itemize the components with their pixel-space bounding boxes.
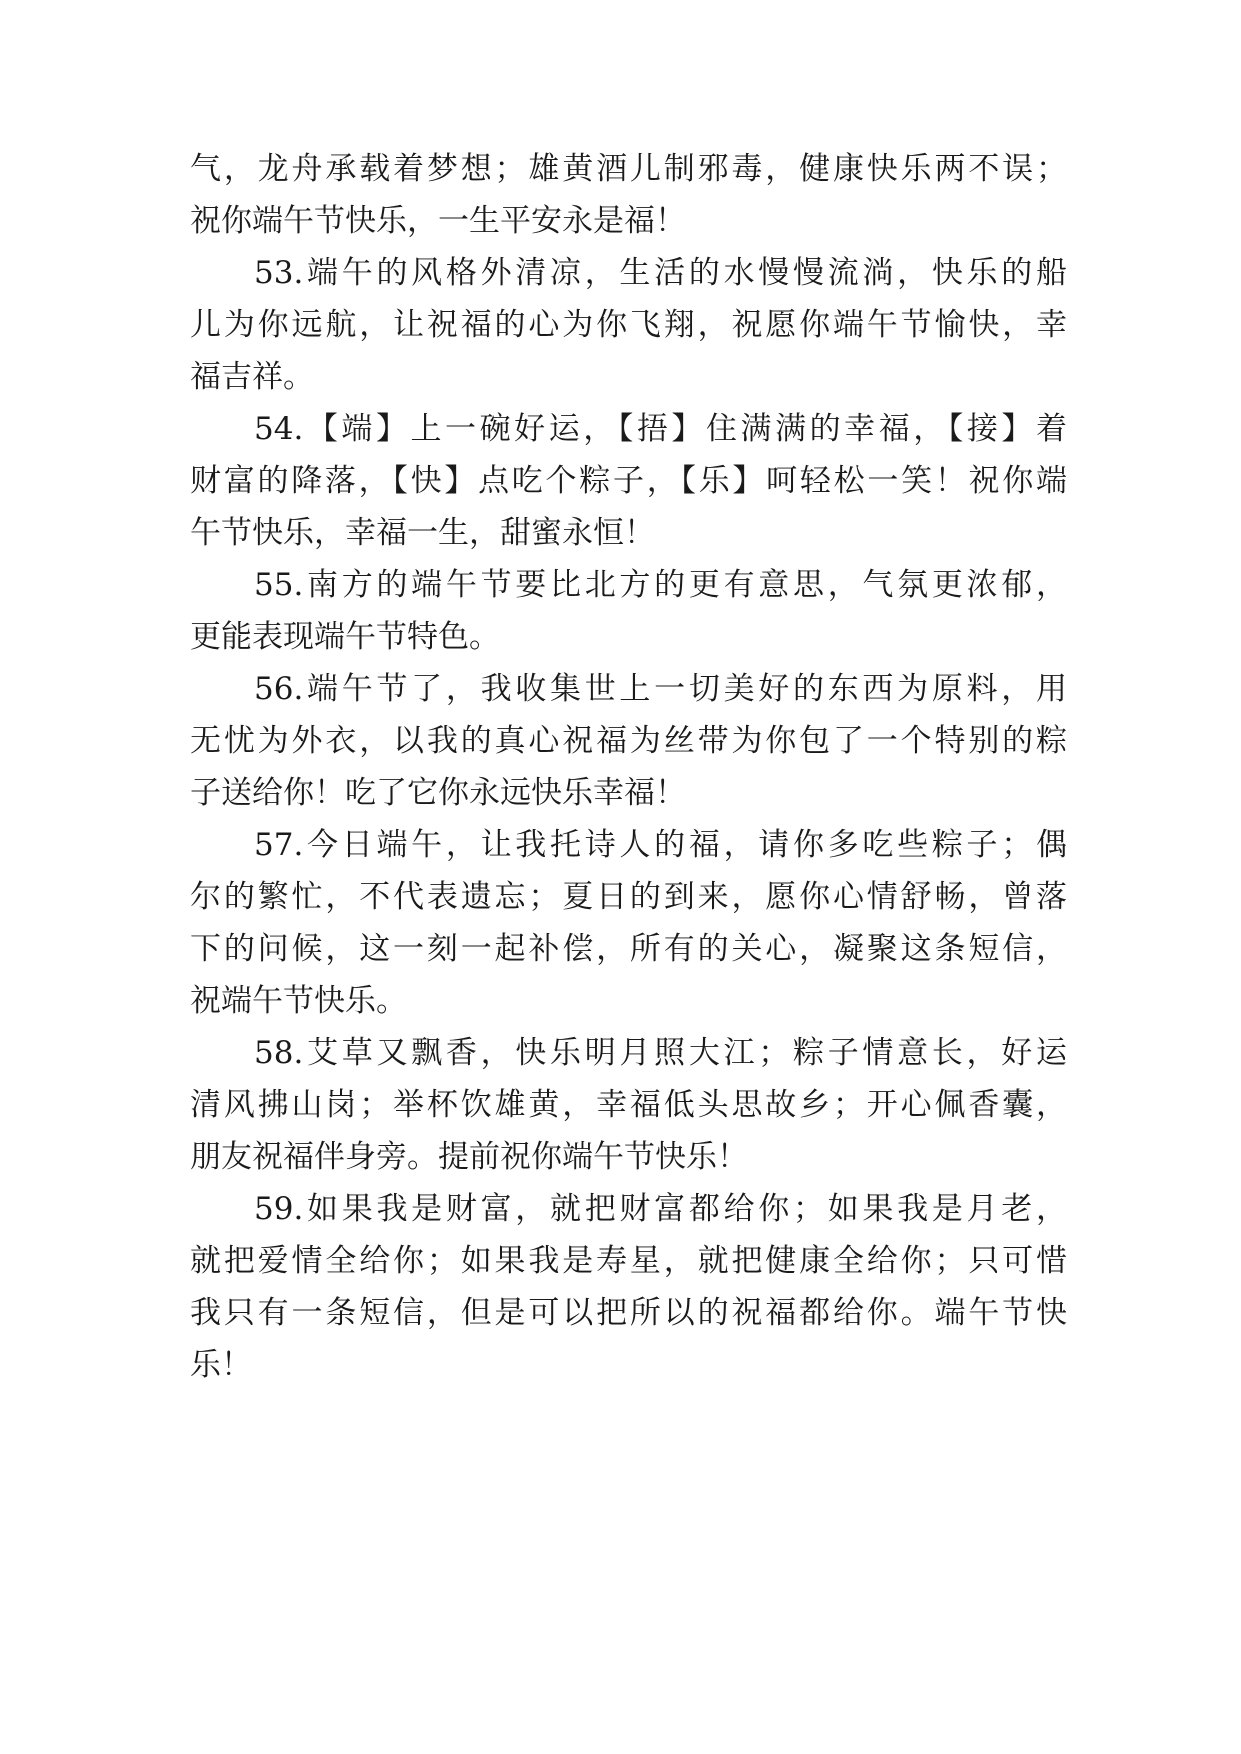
text-line: 我只有一条短信，但是可以把所以的祝福都给你。端午节快 bbox=[190, 1295, 1067, 1331]
text-line: 儿为你远航，让祝福的心为你飞翔，祝愿你端午节愉快，幸 bbox=[190, 307, 1067, 343]
paragraph-56-line: 56.端午节了，我收集世上一切美好的东西为原料，用 bbox=[254, 671, 1067, 707]
paragraph-59-line: 59.如果我是财富，就把财富都给你；如果我是月老， bbox=[254, 1191, 1067, 1227]
text-line: 气，龙舟承载着梦想；雄黄酒儿制邪毒，健康快乐两不误； bbox=[190, 151, 1067, 187]
paragraph-53-line: 53.端午的风格外清凉，生活的水慢慢流淌，快乐的船 bbox=[254, 255, 1067, 291]
text-line: 清风拂山岗；举杯饮雄黄，幸福低头思故乡；开心佩香囊， bbox=[190, 1087, 1067, 1123]
text-line: 祝你端午节快乐，一生平安永是福！ bbox=[190, 203, 686, 239]
paragraph-54-line: 54.【端】上一碗好运，【捂】住满满的幸福，【接】着 bbox=[254, 411, 1067, 447]
text-line: 午节快乐，幸福一生，甜蜜永恒！ bbox=[190, 515, 655, 551]
text-line: 财富的降落，【快】点吃个粽子，【乐】呵轻松一笑！祝你端 bbox=[190, 463, 1067, 499]
text-line: 福吉祥。 bbox=[190, 359, 314, 395]
text-line: 子送给你！吃了它你永远快乐幸福！ bbox=[190, 775, 686, 811]
text-line: 乐！ bbox=[190, 1347, 252, 1383]
paragraph-55-line: 55.南方的端午节要比北方的更有意思，气氛更浓郁， bbox=[254, 567, 1067, 603]
text-line: 祝端午节快乐。 bbox=[190, 983, 407, 1019]
paragraph-58-line: 58.艾草又飘香，快乐明月照大江；粽子情意长，好运 bbox=[254, 1035, 1067, 1071]
text-line: 更能表现端午节特色。 bbox=[190, 619, 500, 655]
text-line: 尔的繁忙，不代表遗忘；夏日的到来，愿你心情舒畅，曾落 bbox=[190, 879, 1067, 915]
text-line: 下的问候，这一刻一起补偿，所有的关心，凝聚这条短信， bbox=[190, 931, 1067, 967]
text-line: 朋友祝福伴身旁。提前祝你端午节快乐！ bbox=[190, 1139, 748, 1175]
text-line: 就把爱情全给你；如果我是寿星，就把健康全给你；只可惜 bbox=[190, 1243, 1067, 1279]
text-line: 无忧为外衣，以我的真心祝福为丝带为你包了一个特别的粽 bbox=[190, 723, 1067, 759]
paragraph-57-line: 57.今日端午，让我托诗人的福，请你多吃些粽子；偶 bbox=[254, 827, 1067, 863]
